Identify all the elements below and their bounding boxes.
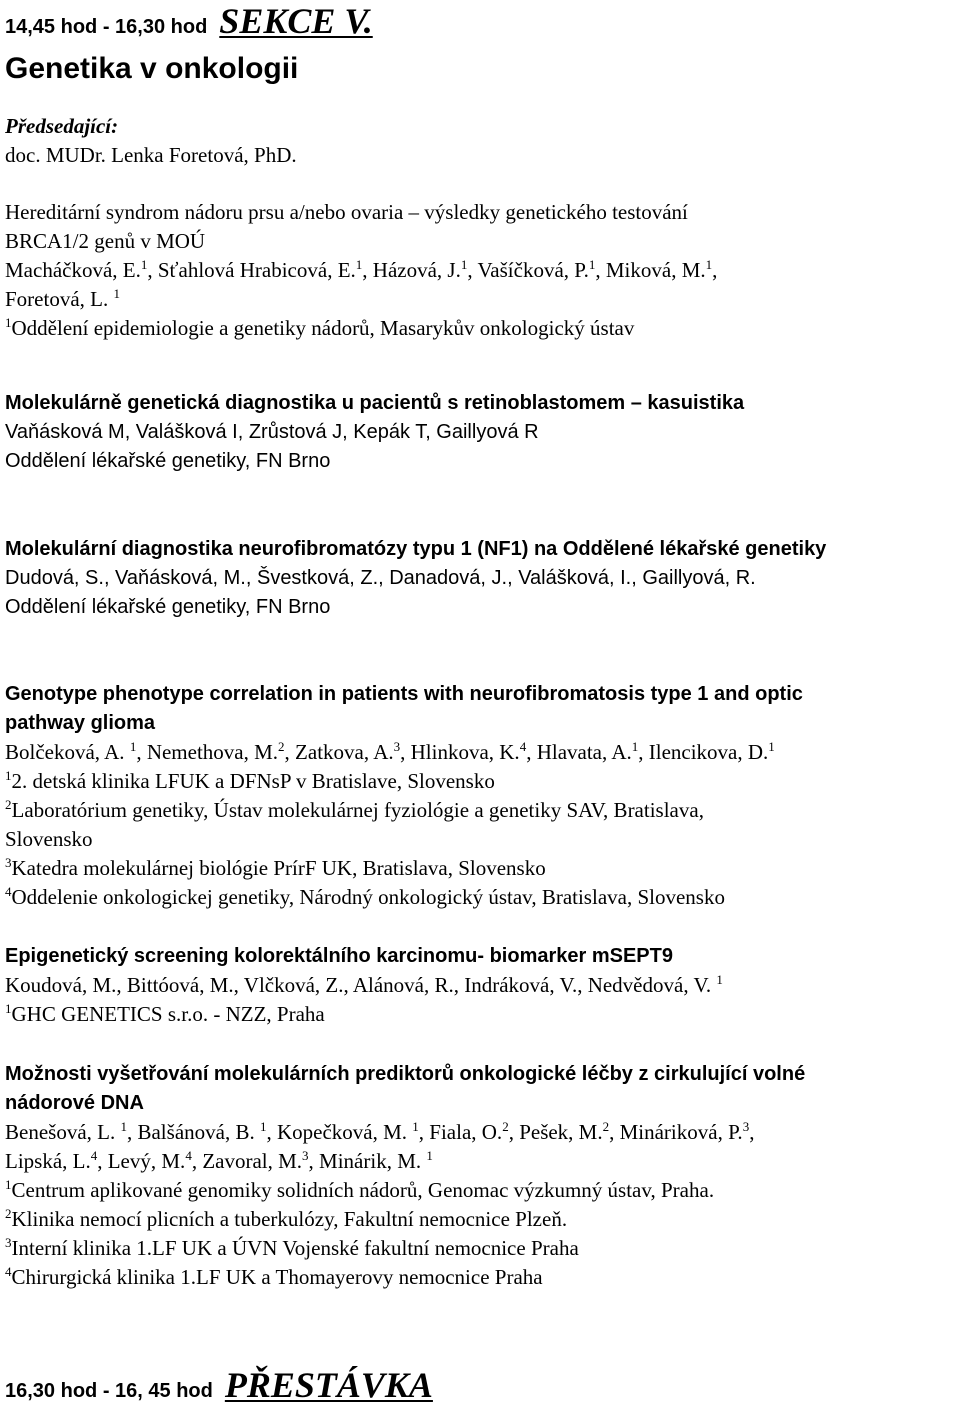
affiliation: $^1$Oddělení epidemiologie a genetiky nádorů, Masarykův onkologický ústav	[5, 315, 635, 340]
affiliation: $^4$Oddelenie onkologickej genetiky, Národný onkologický ústav, Bratislava, Slovensko	[5, 884, 725, 909]
abstract-title-line: pathway glioma	[5, 712, 156, 734]
author-list: Foretová, L. $^1$	[5, 286, 120, 311]
abstract-title-line: BRCA1/2 genů v MOÚ	[5, 229, 206, 253]
break-time: 16,30 hod - 16, 45 hod	[5, 1380, 213, 1402]
session-title-block	[5, 52, 960, 86]
break-row	[5, 1364, 960, 1406]
affiliation: $^1$2. detská klinika LFUK a DFNsP v Bratislave, Slovensko	[5, 768, 495, 793]
author-list: Vaňásková M, Valášková I, Zrůstová J, Kepák T, Gaillyová R	[5, 421, 539, 443]
session-header	[5, 0, 960, 42]
affiliation: $^3$Interní klinika 1.LF UK a ÚVN Vojenské fakultní nemocnice Praha	[5, 1235, 579, 1260]
affiliation: $^1$GHC GENETICS s.r.o. - NZZ, Praha	[5, 1001, 325, 1026]
affiliation: $^1$Centrum aplikované genomiky solidních nádorů, Genomac výzkumný ústav, Praha.	[5, 1177, 715, 1202]
abstract-1	[5, 198, 960, 343]
affiliation: $^4$Chirurgická klinika 1.LF UK a Thomayerovy nemocnice Praha	[5, 1264, 543, 1289]
author-list: Bolčeková, A. $^1$, Nemethova, M.$^2$, Zatkova, A.$^3$, Hlinkova, K.$^4$, Hlavata, A.$^1$, Ilencikova, D.$^1$	[5, 739, 775, 764]
author-list: Lipská, L.$^4$, Levý, M.$^4$, Zavoral, M.$^3$, Minárik, M. $^1$	[5, 1148, 433, 1173]
affiliation: Oddělení lékařské genetiky, FN Brno	[5, 450, 331, 472]
author-list: Koudová, M., Bittóová, M., Vlčková, Z., Alánová, R., Indráková, V., Nedvědová, V. $^1$	[5, 972, 723, 997]
abstract-title-line: Hereditární syndrom nádoru prsu a/nebo ovaria – výsledky genetického testování	[5, 200, 688, 224]
abstract-title-line: Možnosti vyšetřování molekulárních prediktorů onkologické léčby z cirkulující volné	[5, 1063, 806, 1085]
abstract-6	[5, 1060, 960, 1292]
break-label: PŘESTÁVKA	[224, 1365, 433, 1405]
abstract-title: Molekulárně genetická diagnostika u pacientů s retinoblastomem – kasuistika	[5, 392, 745, 414]
affiliation: Oddělení lékařské genetiky, FN Brno	[5, 596, 331, 618]
chair-name: doc. MUDr. Lenka Foretová, PhD.	[5, 143, 297, 167]
chair-block	[5, 112, 960, 170]
abstract-3	[5, 535, 960, 622]
affiliation: $^2$Laboratórium genetiky, Ústav molekulárnej fyziológie a genetiky SAV, Bratislava,	[5, 797, 704, 822]
abstract-2	[5, 389, 960, 476]
abstract-title-line: Genotype phenotype correlation in patients with neurofibromatosis type 1 and optic	[5, 683, 803, 705]
author-list: Dudová, S., Vaňásková, M., Švestková, Z., Danadová, J., Valášková, I., Gaillyová, R.	[5, 567, 756, 589]
author-list: Macháčková, E.$^1$, Sťahlová Hrabicová, E.$^1$, Házová, J.$^1$, Vašíčková, P.$^1$, Miková, M.$^1$,	[5, 257, 718, 282]
affiliation: $^2$Klinika nemocí plicních a tuberkulózy, Fakultní nemocnice Plzeň.	[5, 1206, 568, 1231]
abstract-title-line: nádorové DNA	[5, 1092, 144, 1114]
abstract-4	[5, 680, 960, 912]
affiliation: $^3$Katedra molekulárnej biológie PrírF UK, Bratislava, Slovensko	[5, 855, 546, 880]
abstract-title: Epigenetický screening kolorektálního karcinomu- biomarker mSEPT9	[5, 945, 673, 967]
section-label: SEKCE V.	[219, 1, 373, 41]
affiliation: Slovensko	[5, 827, 93, 851]
session-time: 14,45 hod - 16,30 hod	[5, 16, 208, 38]
chair-label: Předsedající:	[5, 114, 119, 138]
abstract-5	[5, 942, 960, 1029]
abstract-title: Molekulární diagnostika neurofibromatózy typu 1 (NF1) na Oddělené lékařské genetiky	[5, 538, 827, 560]
author-list: Benešová, L. $^1$, Balšánová, B. $^1$, Kopečková, M. $^1$, Fiala, O.$^2$, Pešek, M.$^2$, Mináriková, P.$^3$,	[5, 1119, 755, 1144]
session-title: Genetika v onkologii	[5, 52, 299, 85]
